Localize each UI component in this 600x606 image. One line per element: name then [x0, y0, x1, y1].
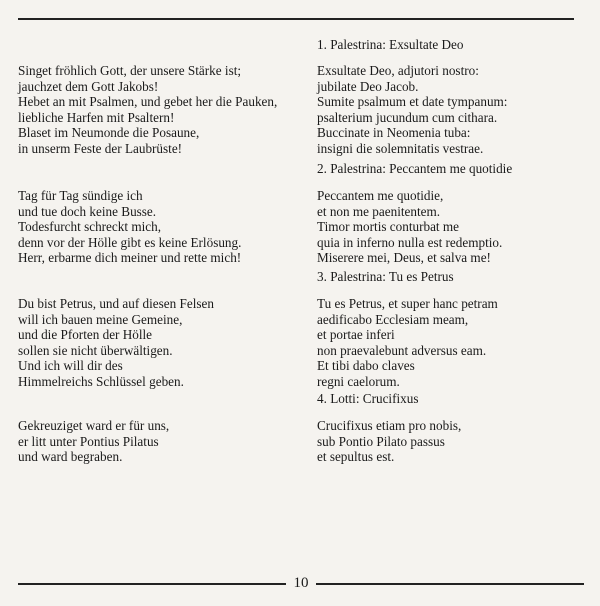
text-line: Exsultate Deo, adjutori nostro:: [317, 63, 479, 78]
text-line: Sumite psalmum et date tympanum:: [317, 94, 508, 110]
text-line: Todesfurcht schreckt mich,: [18, 219, 161, 235]
text-line: und die Pforten der Hölle: [18, 327, 153, 343]
section-heading: 1. Palestrina: Exsultate Deo: [317, 37, 464, 52]
text-line: sub Pontio Pilato passus: [317, 433, 445, 449]
text-line: Peccantem me quotidie,: [317, 188, 444, 203]
text-line: Und ich will dir des: [18, 358, 123, 374]
top-rule: [18, 18, 574, 20]
text-line: Herr, erbarme dich meiner und rette mich!: [18, 250, 242, 266]
text-line: regni caelorum.: [317, 373, 400, 389]
text-line: psalterium jucundum cum cithara.: [317, 109, 498, 125]
german-stanza-2: [18, 188, 241, 266]
text-line: Du bist Petrus, und auf diesen Felsen: [18, 296, 214, 311]
text-line: Himmelreichs Schlüssel geben.: [18, 373, 184, 389]
text-line: et portae inferi: [317, 327, 395, 343]
text-line: et non me paenitentem.: [317, 203, 441, 219]
page-footer: [18, 573, 584, 593]
text-line: und ward begraben.: [18, 449, 123, 465]
section-heading: 4. Lotti: Crucifixus: [317, 391, 419, 406]
footer-rule-left: [18, 583, 286, 585]
text-line: Crucifixus etiam pro nobis,: [317, 418, 462, 433]
text-line: Timor mortis conturbat me: [317, 219, 460, 235]
text-line: denn vor der Hölle gibt es keine Erlösung.: [18, 234, 242, 250]
text-line: und tue doch keine Busse.: [18, 203, 157, 219]
text-line: in unserm Feste der Laubrüste!: [18, 140, 183, 156]
text-line: Et tibi dabo claves: [317, 358, 415, 374]
text-line: jubilate Deo Jacob.: [317, 78, 419, 94]
text-line: liebliche Harfen mit Psaltern!: [18, 109, 175, 125]
text-line: sollen sie nicht überwältigen.: [18, 342, 173, 358]
text-line: Buccinate in Neomenia tuba:: [317, 125, 471, 141]
latin-stanza-3: [317, 296, 498, 390]
text-line: Gekreuziget ward er für uns,: [18, 418, 170, 433]
german-stanza-1: [18, 63, 277, 157]
text-line: will ich bauen meine Gemeine,: [18, 311, 183, 327]
german-stanza-3: [18, 296, 214, 390]
page-number: 10: [293, 575, 309, 591]
text-line: Singet fröhlich Gott, der unsere Stärke ist;: [18, 63, 242, 78]
text-line: et sepultus est.: [317, 449, 395, 465]
text-line: er litt unter Pontius Pilatus: [18, 433, 159, 449]
text-line: Miserere mei, Deus, et salva me!: [317, 250, 491, 266]
latin-stanza-1: [317, 63, 507, 157]
section-heading: 2. Palestrina: Peccantem me quotidie: [317, 161, 513, 176]
text-line: insigni die solemnitatis vestrae.: [317, 140, 484, 156]
section-heading: 3. Palestrina: Tu es Petrus: [317, 269, 454, 284]
text-line: jauchzet dem Gott Jakobs!: [18, 78, 159, 94]
text-line: aedificabo Ecclesiam meam,: [317, 311, 469, 327]
text-line: Tu es Petrus, et super hanc petram: [317, 296, 498, 311]
text-line: non praevalebunt adversus eam.: [317, 342, 487, 358]
text-line: Blaset im Neumonde die Posaune,: [18, 125, 200, 141]
text-line: Hebet an mit Psalmen, und gebet her die Pauken,: [18, 94, 278, 110]
text-line: quia in inferno nulla est redemptio.: [317, 234, 503, 250]
latin-stanza-2: [317, 188, 502, 266]
latin-stanza-4: [317, 418, 461, 465]
footer-rule-right: [316, 583, 584, 585]
text-line: Tag für Tag sündige ich: [18, 188, 143, 203]
german-stanza-4: [18, 418, 169, 465]
